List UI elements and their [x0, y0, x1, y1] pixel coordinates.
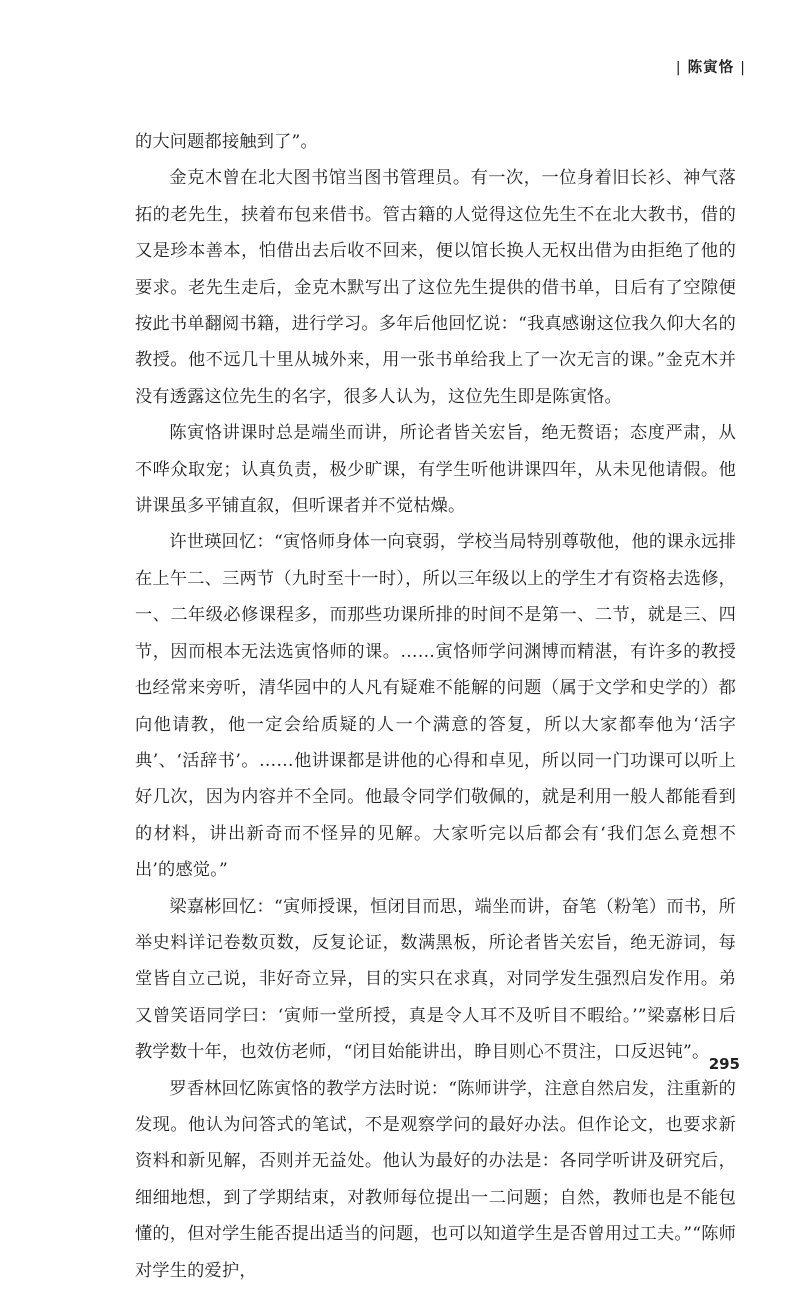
paragraph-luo-xianglin: 罗香林回忆陈寅恪的教学方法时说：“陈师讲学，注意自然启发，注重新的发现。他认为问答式的笔试，不是观察学问的最好办法。但作论文，也要求新资料和新见解，否则并无益处。他认为最好的办法是：各同学听讲及研究后，细细地想，到了学期结束，对教师每位提出一二问题；自然，教师也是不能包懂的，但对学生能否提出适当的问题，也可以知道学生是否曾用过工夫。”“陈师对学生的爱护， — [135, 1078, 736, 1281]
running-head — [670, 56, 752, 77]
page-number: 295 — [708, 1055, 740, 1073]
body-text — [135, 124, 736, 1289]
running-title: 陈寅恪 — [687, 60, 735, 76]
paragraph-liang-jiabin: 梁嘉彬回忆：“寅师授课，恒闭目而思，端坐而讲，奋笔（粉笔）而书，所举史料详记卷数页数，反复论证，数满黑板，所论者皆关宏旨，绝无游词，每堂皆自立己说，非好奇立异，目的实只在求真，对同学发生强烈启发作用。弟又曾笑语同学曰：‘寅师一堂所授，真是令人耳不及听目不暇给。’”梁嘉彬日后教学数十年，也效仿老师，“闭目始能讲出，睁目则心不贯注，口反迟钝”。 — [135, 896, 736, 1063]
paragraph-xu-shiying: 许世瑛回忆：“寅恪师身体一向衰弱，学校当局特别尊敬他，他的课永远排在上午二、三两节（九时至十一时），所以三年级以上的学生才有资格去选修，一、二年级必修课程多，而那些功课所排的时间不是第一、二节，就是三、四节，因而根本无法选寅恪师的课。……寅恪师学问渊博而精湛，有许多的教授也经常来旁听，清华园中的人凡有疑难不能解的问题（属于文学和史学的）都向他请教，他一定会给质疑的人一个满意的答复，所以大家都奉他为‘活字典’、‘活辞书’。……他讲课都是讲他的心得和卓见，所以同一门功课可以听上好几次，因为内容并不全同。他最令同学们敬佩的，就是利用一般人都能看到的材料，讲出新奇而不怪异的见解。大家听完以后都会有‘我们怎么竟想不出’的感觉。” — [135, 532, 736, 881]
header-divider-left: | — [675, 60, 682, 76]
header-divider-right: | — [740, 60, 746, 76]
paragraph-continuation: 的大问题都接触到了”。 — [135, 132, 318, 152]
paragraph-lecture-style: 陈寅恪讲课时总是端坐而讲，所论者皆关宏旨，绝无赘语；态度严肃，从不哗众取宠；认真负责，极少旷课，有学生听他讲课四年，从未见他请假。他讲课虽多平铺直叙，但听课者并不觉枯燥。 — [135, 423, 736, 517]
paragraph-jin-kemu: 金克木曾在北大图书馆当图书管理员。有一次，一位身着旧长衫、神气落拓的老先生，挟着布包来借书。管古籍的人觉得这位先生不在北大教书，借的又是珍本善本，怕借出去后收不回来，便以馆长换人无权出借为由拒绝了他的要求。老先生走后，金克木默写出了这位先生提供的借书单，日后有了空隙便按此书单翻阅书籍，进行学习。多年后他回忆说：“我真感谢这位我久仰大名的教授。他不远几十里从城外来，用一张书单给我上了一次无言的课。”金克木并没有透露这位先生的名字，很多人认为，这位先生即是陈寅恪。 — [135, 168, 736, 407]
